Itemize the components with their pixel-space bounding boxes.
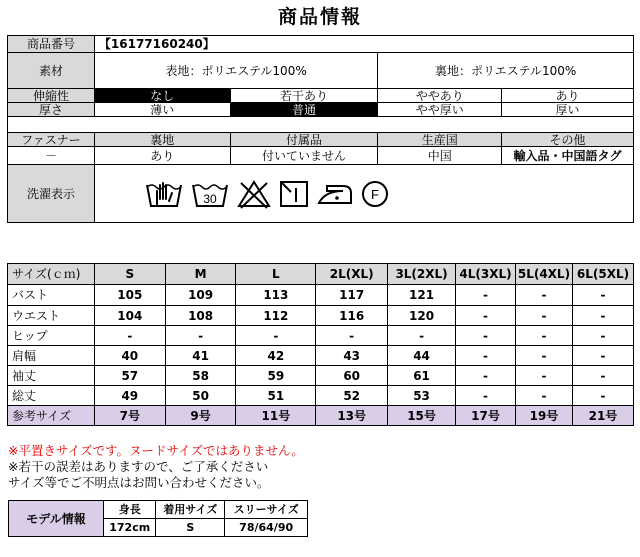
size-header-cell: 2L(XL) [316, 264, 388, 285]
size-header-cell: 3L(2XL) [388, 264, 456, 285]
dry-clean-letter: F [370, 186, 379, 202]
size-cell: - [515, 285, 572, 306]
note-inquiry: サイズ等でご不明点はお問い合わせください。 [8, 475, 270, 490]
stretch-option-none: なし [94, 89, 230, 103]
size-cell: 104 [94, 306, 165, 326]
size-row-label: 総丈 [8, 386, 95, 406]
size-header-cell: S [94, 264, 165, 285]
washing-label: 洗濯表示 [8, 165, 95, 223]
size-row-label: ヒップ [8, 326, 95, 346]
care-icons-cell [94, 165, 633, 223]
size-header-cell: 4L(3XL) [456, 264, 516, 285]
size-cell: 21号 [572, 406, 633, 426]
size-header-cell: M [165, 264, 236, 285]
size-cell: - [572, 346, 633, 366]
size-row-label: バスト [8, 285, 95, 306]
size-cell: 52 [316, 386, 388, 406]
model-height-value: 172cm [104, 519, 156, 537]
lining-value: あり [94, 147, 230, 165]
size-cell: 43 [316, 346, 388, 366]
model-size-value: S [156, 519, 225, 537]
size-cell: 13号 [316, 406, 388, 426]
fastener-label: ファスナー [8, 133, 95, 147]
size-header-cell: 6L(5XL) [572, 264, 633, 285]
thickness-label: 厚さ [8, 103, 95, 117]
size-cell: - [456, 346, 516, 366]
size-row-waist [8, 306, 634, 326]
size-cell: 57 [94, 366, 165, 386]
size-cell: 121 [388, 285, 456, 306]
size-cell: 120 [388, 306, 456, 326]
model-height-label: 身長 [104, 501, 156, 519]
size-cell: 7号 [94, 406, 165, 426]
size-cell: 9号 [165, 406, 236, 426]
model-measure-value: 78/64/90 [225, 519, 308, 537]
size-cell: 19号 [515, 406, 572, 426]
size-cell: - [515, 366, 572, 386]
dry-shade-icon [279, 179, 309, 209]
size-cell: - [515, 306, 572, 326]
size-cell: 15号 [388, 406, 456, 426]
origin-label: 生産国 [378, 133, 502, 147]
accessories-value: 付いていません [230, 147, 378, 165]
size-row-bust [8, 285, 634, 306]
size-row-length [8, 386, 634, 406]
size-row-sleeve [8, 366, 634, 386]
size-cell: - [456, 285, 516, 306]
size-cell: 117 [316, 285, 388, 306]
model-info-table [8, 500, 308, 537]
size-cell: 51 [236, 386, 316, 406]
wash-temp-text: 30 [203, 191, 217, 206]
product-code-value: 【16177160240】 [94, 36, 633, 53]
size-cell: - [572, 285, 633, 306]
product-info-table [7, 35, 634, 223]
size-cell: 116 [316, 306, 388, 326]
stretch-option-slight: 若干あり [230, 89, 378, 103]
size-cell: 49 [94, 386, 165, 406]
stretch-label: 伸縮性 [8, 89, 95, 103]
size-cell: 58 [165, 366, 236, 386]
size-header-cell: L [236, 264, 316, 285]
size-cell: - [165, 326, 236, 346]
size-cell: 113 [236, 285, 316, 306]
origin-value: 中国 [378, 147, 502, 165]
model-info-label: モデル情報 [9, 501, 104, 537]
other-label: その他 [502, 133, 634, 147]
size-cell: - [572, 366, 633, 386]
size-cell: - [388, 326, 456, 346]
lining-label: 裏地 [94, 133, 230, 147]
size-cell: 40 [94, 346, 165, 366]
size-cell: - [515, 386, 572, 406]
thickness-option-thick: 厚い [502, 103, 634, 117]
size-cell: - [456, 366, 516, 386]
size-cell: 53 [388, 386, 456, 406]
material-label: 素材 [8, 53, 95, 89]
size-cell: - [456, 386, 516, 406]
size-cell: - [456, 326, 516, 346]
material-outer: 表地：ポリエステル100% [94, 53, 377, 89]
size-cell: - [236, 326, 316, 346]
size-cell: 61 [388, 366, 456, 386]
iron-low-icon [317, 179, 353, 209]
spacer-row [8, 117, 634, 133]
size-cell: - [572, 386, 633, 406]
product-code-label: 商品番号 [8, 36, 95, 53]
size-cell: 50 [165, 386, 236, 406]
model-size-label: 着用サイズ [156, 501, 225, 519]
note-tolerance: ※若干の誤差はありますので、ご了承ください [8, 459, 269, 474]
size-cell: 105 [94, 285, 165, 306]
size-cell: - [515, 346, 572, 366]
size-cell: 112 [236, 306, 316, 326]
thickness-option-thin: 薄い [94, 103, 230, 117]
page-title: 商品情報 [277, 6, 362, 28]
thickness-option-somewhat-thick: やや厚い [378, 103, 502, 117]
size-cell: - [572, 306, 633, 326]
note-flat-measure: ※平置きサイズです。ヌードサイズではありません。 [8, 443, 304, 458]
no-bleach-icon [237, 179, 271, 209]
stretch-option-yes: あり [502, 89, 634, 103]
size-row-label: 袖丈 [8, 366, 95, 386]
size-cell: 44 [388, 346, 456, 366]
size-cell: - [316, 326, 388, 346]
size-cell: 41 [165, 346, 236, 366]
size-cell: 42 [236, 346, 316, 366]
fastener-value: － [8, 147, 95, 165]
size-cell: 17号 [456, 406, 516, 426]
model-measure-label: スリーサイズ [225, 501, 308, 519]
size-cell: 108 [165, 306, 236, 326]
size-row-hip [8, 326, 634, 346]
size-cell: - [572, 326, 633, 346]
accessories-label: 付属品 [230, 133, 378, 147]
size-row-label: ウエスト [8, 306, 95, 326]
size-cell: - [456, 306, 516, 326]
dry-clean-f-icon [361, 180, 389, 208]
size-row-label: 肩幅 [8, 346, 95, 366]
size-cell: 11号 [236, 406, 316, 426]
size-cell: 60 [316, 366, 388, 386]
size-header-row [8, 264, 634, 285]
size-cell: - [94, 326, 165, 346]
size-table [7, 263, 634, 426]
size-header-cell: サイズ(ｃｍ) [8, 264, 95, 285]
size-cell: 109 [165, 285, 236, 306]
size-row-shoulder [8, 346, 634, 366]
hand-wash-icon [145, 179, 183, 209]
size-cell: - [515, 326, 572, 346]
size-notes [8, 443, 304, 491]
stretch-option-somewhat: ややあり [378, 89, 502, 103]
size-row-reference [8, 406, 634, 426]
size-row-label: 参考サイズ [8, 406, 95, 426]
thickness-option-normal: 普通 [230, 103, 378, 117]
material-lining: 裏地：ポリエステル100% [378, 53, 634, 89]
wash-30-icon [191, 179, 229, 209]
size-cell: 59 [236, 366, 316, 386]
size-header-cell: 5L(4XL) [515, 264, 572, 285]
other-value: 輸入品・中国語タグ [502, 147, 634, 165]
